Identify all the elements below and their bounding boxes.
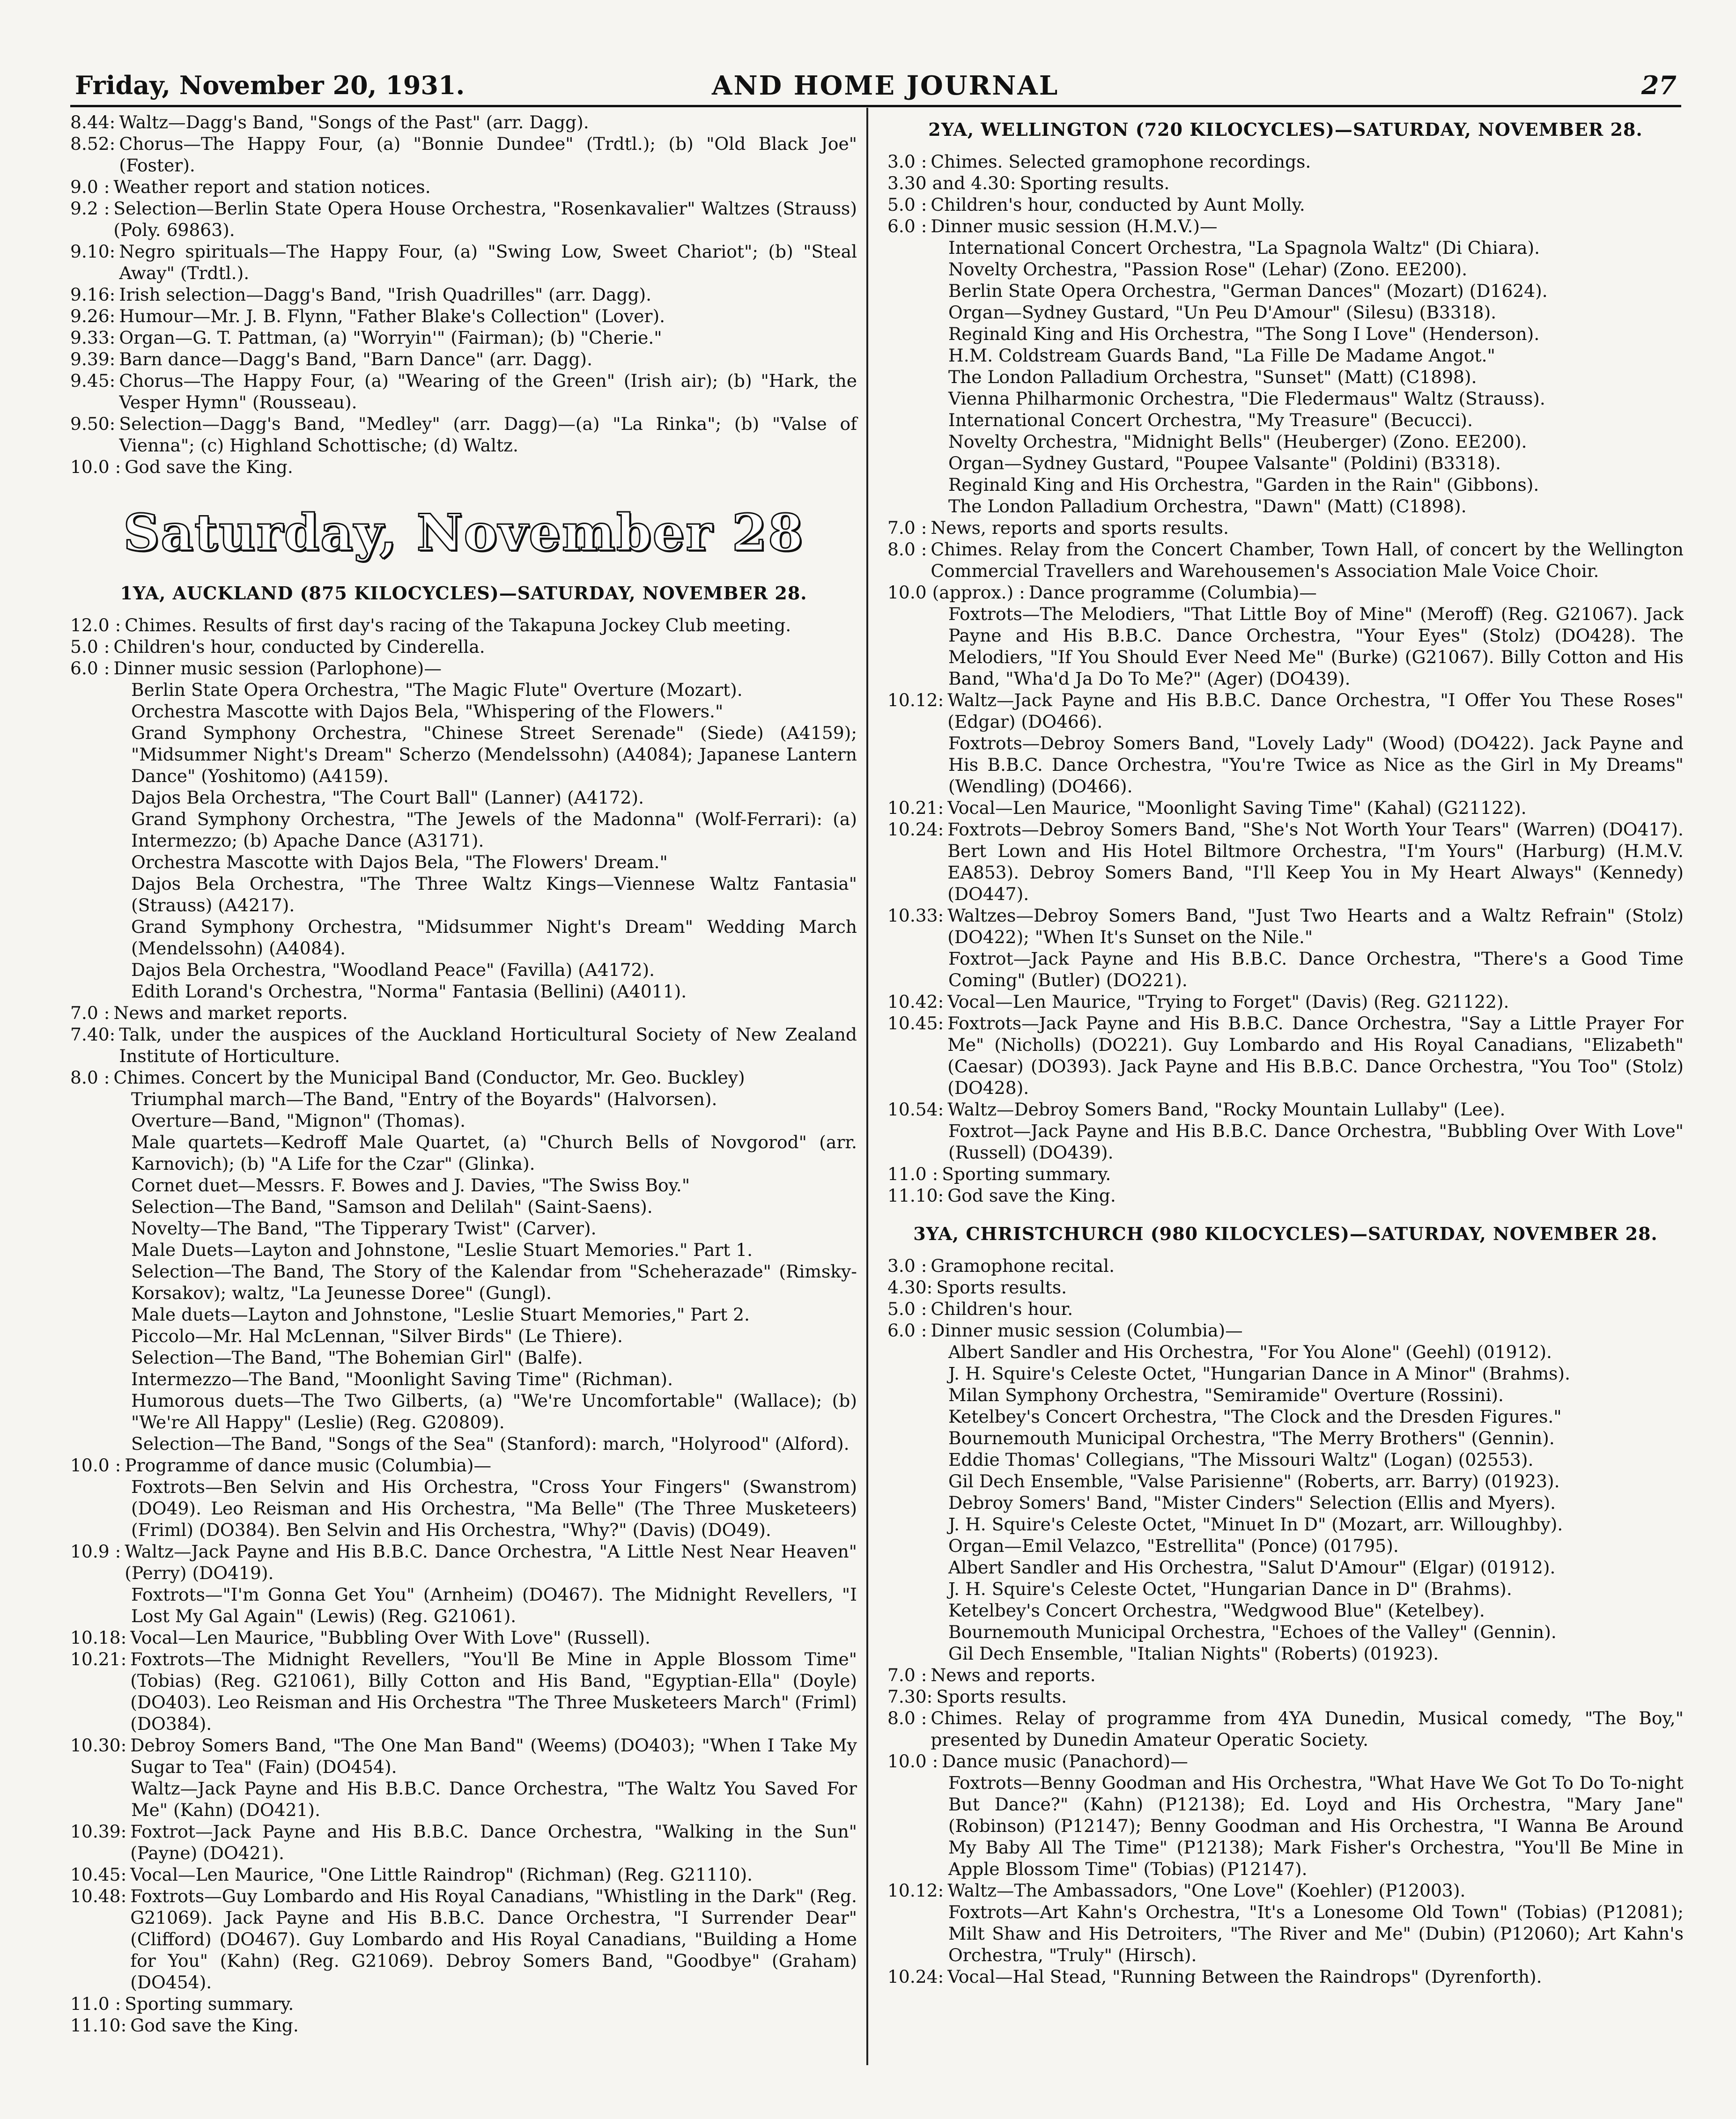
wellington-entries-b	[887, 517, 1684, 603]
entry-text: News and market reports.	[113, 1003, 348, 1023]
programme-item: Dajos Bela Orchestra, "The Three Waltz Kings—Viennese Waltz Fantasia" (Strauss) (A4217).	[131, 873, 857, 916]
entry-time: 10.33:	[887, 905, 944, 926]
programme-item: Grand Symphony Orchestra, "Chinese Street Serenade" (Siede) (A4159); "Midsummer Night's Dream" Scherzo (Mendelssohn) (A4084); Japanese Lantern Dance" (Yoshitomo) (A4159).	[131, 723, 857, 786]
entry-text: Talk, under the auspices of the Auckland Horticultural Society of New Zealand Institute of Horticulture.	[119, 1024, 857, 1066]
programme-entry	[70, 1735, 857, 1778]
entry-text: Vocal—Len Maurice, "Moonlight Saving Time" (Kahal) (G21122).	[947, 797, 1527, 818]
journal-title: AND HOME JOURNAL	[712, 70, 1059, 101]
entry-time: 10.9 :	[70, 1541, 121, 1562]
programme-entry	[70, 176, 857, 198]
entry-time: 7.0 :	[887, 517, 927, 538]
programme-entry	[887, 215, 1684, 237]
entry-text: Dinner music session (H.M.V.)—	[931, 216, 1218, 236]
entry-time: 5.0 :	[887, 1299, 927, 1319]
entry-text: Organ—G. T. Pattman, (a) "Worryin'" (Fairman); (b) "Cherie."	[119, 327, 662, 348]
programme-item: Vienna Philharmonic Orchestra, "Die Fledermaus" Waltz (Strauss).	[948, 388, 1545, 409]
entry-time: 10.12:	[887, 690, 944, 710]
entry-time: 6.0 :	[70, 658, 110, 679]
auckland-1009-sub: Foxtrots—"I'm Gonna Get You" (Arnheim) (DO467). The Midnight Revellers, "I Lost My Gal Again" (Lewis) (Reg. G21061).	[131, 1584, 857, 1626]
entry-time: 9.45:	[70, 370, 116, 391]
programme-entry	[887, 1185, 1684, 1206]
page-number: 27	[1641, 70, 1677, 100]
entry-text: Selection—Dagg's Band, "Medley" (arr. Dagg)—(a) "La Rinka"; (b) "Valse of Vienna"; (c) Highland Schottische; (d) Waltz.	[119, 413, 857, 456]
entry-time: 3.30 and 4.30:	[887, 173, 1016, 193]
programme-entry	[70, 111, 857, 133]
programme-item: Grand Symphony Orchestra, "The Jewels of the Madonna" (Wolf-Ferrari): (a) Intermezzo; (b) Apache Dance (A3171).	[131, 809, 857, 851]
programme-item: H.M. Coldstream Guards Band, "La Fille De Madame Angot."	[948, 345, 1495, 366]
programme-item: The London Palladium Orchestra, "Sunset" (Matt) (C1898).	[948, 367, 1477, 387]
entry-text: Programme of dance music (Columbia)—	[125, 1455, 492, 1476]
entry-text: Dinner music session (Parlophone)—	[113, 658, 442, 679]
entry-time: 11.10:	[887, 1185, 944, 1206]
programme-item: Novelty Orchestra, "Passion Rose" (Lehar) (Zono. EE200).	[948, 259, 1468, 280]
wellington-dinner-items	[887, 237, 1684, 517]
programme-item: Novelty Orchestra, "Midnight Bells" (Heuberger) (Zono. EE200).	[948, 431, 1527, 452]
programme-entry	[887, 1664, 1684, 1686]
auckland-late-a	[70, 1627, 857, 1778]
programme-entry	[887, 539, 1684, 582]
entry-time: 5.0 :	[887, 194, 927, 215]
christchurch-entries-b	[887, 1664, 1684, 1772]
christchurch-1012	[887, 1880, 1684, 1901]
programme-item: Grand Symphony Orchestra, "Midsummer Night's Dream" Wedding March (Mendelssohn) (A4084).	[131, 916, 857, 959]
programme-entry	[887, 905, 1684, 948]
programme-item: Dajos Bela Orchestra, "The Court Ball" (Lanner) (A4172).	[131, 787, 644, 808]
programme-entry	[70, 614, 857, 636]
entry-time: 10.12:	[887, 1880, 944, 1901]
programme-item: Berlin State Opera Orchestra, "German Dances" (Mozart) (D1624).	[948, 281, 1548, 301]
entry-time: 3.0 :	[887, 1255, 927, 1276]
wellington-1033-sub: Foxtrot—Jack Payne and His B.B.C. Dance Orchestra, "There's a Good Time Coming" (Butler) (DO221).	[948, 948, 1684, 990]
programme-entry	[887, 819, 1684, 905]
programme-item: Ketelbey's Concert Orchestra, "Wedgwood Blue" (Ketelbey).	[948, 1600, 1485, 1621]
programme-item: The London Palladium Orchestra, "Dawn" (Matt) (C1898).	[948, 496, 1467, 517]
entry-time: 7.30:	[887, 1686, 933, 1707]
programme-item: Gil Dech Ensemble, "Valse Parisienne" (Roberts, arr. Barry) (01923).	[948, 1471, 1560, 1491]
entry-time: 8.52:	[70, 133, 116, 154]
entry-time: 11.10:	[70, 2015, 127, 2036]
header-rule	[70, 105, 1681, 107]
issue-date: Friday, November 20, 1931.	[75, 70, 465, 100]
entry-text: God save the King.	[130, 2015, 299, 2036]
programme-entry	[70, 348, 857, 370]
entry-time: 8.44:	[70, 112, 116, 133]
programme-item: J. H. Squire's Celeste Octet, "Hungarian Dance in D" (Brahms).	[948, 1579, 1512, 1599]
programme-entry	[70, 284, 857, 305]
programme-entry	[70, 1541, 857, 1584]
entry-time: 7.0 :	[887, 1665, 927, 1685]
entry-text: God save the King.	[125, 457, 293, 477]
programme-item: Reginald King and His Orchestra, "Garden in the Rain" (Gibbons).	[948, 474, 1539, 495]
programme-entry	[70, 1864, 857, 1885]
programme-item: Organ—Sydney Gustard, "Un Peu D'Amour" (Silesu) (B3318).	[948, 302, 1497, 323]
wellington-entries-a	[887, 151, 1684, 237]
entry-time: 10.30:	[70, 1735, 127, 1756]
programme-entry	[70, 1067, 857, 1088]
entry-time: 6.0 :	[887, 1320, 927, 1341]
programme-item: Overture—Band, "Mignon" (Thomas).	[131, 1110, 466, 1131]
programme-entry	[887, 1298, 1684, 1320]
entry-time: 9.39:	[70, 349, 116, 369]
entry-text: Children's hour, conducted by Cinderella.	[113, 636, 485, 657]
entry-text: Dinner music session (Columbia)—	[931, 1320, 1243, 1341]
programme-item: Reginald King and His Orchestra, "The Song I Love" (Henderson).	[948, 324, 1540, 344]
wellington-entries-d	[887, 991, 1684, 1120]
entry-text: Selection—Berlin State Opera House Orchestra, "Rosenkavalier" Waltzes (Strauss) (Poly. 69863).	[113, 198, 857, 240]
auckland-1009	[70, 1541, 857, 1584]
entry-text: Vocal—Len Maurice, "Trying to Forget" (Davis) (Reg. G21122).	[947, 991, 1509, 1012]
entry-text: Sports results.	[936, 1277, 1067, 1298]
programme-item: Debroy Somers' Band, "Mister Cinders" Selection (Ellis and Myers).	[948, 1492, 1556, 1513]
auckland-entries-a	[70, 614, 857, 679]
entry-text: Chorus—The Happy Four, (a) "Wearing of the Green" (Irish air); (b) "Hark, the Vesper Hymn" (Rousseau).	[119, 370, 857, 413]
entry-text: Waltz—Debroy Somers Band, "Rocky Mountain Lullaby" (Lee).	[947, 1099, 1506, 1120]
entry-text: Vocal—Len Maurice, "One Little Raindrop" (Richman) (Reg. G21110).	[130, 1864, 753, 1885]
entry-time: 10.0 :	[70, 1455, 121, 1476]
programme-entry	[70, 1627, 857, 1648]
entry-time: 9.10:	[70, 241, 116, 262]
programme-entry	[887, 1707, 1684, 1750]
entry-time: 10.0 :	[887, 1751, 938, 1772]
programme-entry	[70, 198, 857, 241]
entry-text: Foxtrot—Jack Payne and His B.B.C. Dance Orchestra, "Walking in the Sun" (Payne) (DO421).	[130, 1821, 857, 1863]
programme-item: Selection—The Band, "The Bohemian Girl" (Balfe).	[131, 1347, 583, 1368]
entry-time: 9.26:	[70, 306, 116, 326]
programme-entry	[70, 636, 857, 657]
programme-item: Triumphal march—The Band, "Entry of the Boyards" (Halvorsen).	[131, 1089, 717, 1109]
entry-time: 9.33:	[70, 327, 116, 348]
programme-item: Milan Symphony Orchestra, "Semiramide" Overture (Rossini).	[948, 1385, 1504, 1405]
programme-entry	[70, 1002, 857, 1024]
page-header	[75, 70, 1677, 108]
programme-entry	[70, 241, 857, 284]
entry-text: Foxtrots—Jack Payne and His B.B.C. Dance Orchestra, "Say a Little Prayer For Me" (Nicholls) (DO221). Guy Lombardo and His Royal Canadians, "Elizabeth" (Caesar) (DO393). Jack Payne and His B.B.C. Dance Orchestra, "You Too" (Stolz) (DO428).	[947, 1013, 1684, 1098]
entry-text: Negro spirituals—The Happy Four, (a) "Swing Low, Sweet Chariot"; (b) "Steal Away" (Trdtl.).	[119, 241, 857, 283]
station-heading-2ya: 2YA, WELLINGTON (720 KILOCYCLES)—SATURDAY, NOVEMBER 28.	[928, 119, 1643, 140]
entry-text: Dance music (Panachord)—	[942, 1751, 1188, 1772]
programme-entry	[887, 1880, 1684, 1901]
previous-programme	[70, 111, 857, 478]
entry-time: 10.24:	[887, 819, 944, 840]
entry-time: 4.30:	[887, 1277, 933, 1298]
programme-entry	[70, 305, 857, 327]
entry-time: 12.0 :	[70, 615, 121, 635]
entry-time: 9.2 :	[70, 198, 110, 219]
programme-item: Male duets—Layton and Johnstone, "Leslie Stuart Memories," Part 2.	[131, 1304, 750, 1325]
entry-text: Sporting summary.	[942, 1164, 1111, 1184]
programme-item: J. H. Squire's Celeste Octet, "Hungarian Dance in A Minor" (Brahms).	[948, 1363, 1571, 1384]
programme-entry	[70, 370, 857, 413]
entry-time: 10.45:	[70, 1864, 127, 1885]
entry-text: Vocal—Hal Stead, "Running Between the Raindrops" (Dyrenforth).	[947, 1966, 1542, 1987]
day-heading: Saturday, November 28	[123, 503, 804, 562]
programme-item: Edith Lorand's Orchestra, "Norma" Fantasia (Bellini) (A4011).	[131, 981, 687, 1002]
programme-entry	[887, 991, 1684, 1012]
programme-item: International Concert Orchestra, "La Spagnola Waltz" (Di Chiara).	[948, 237, 1540, 258]
programme-item: Organ—Emil Velazco, "Estrellita" (Ponce) (01795).	[948, 1536, 1399, 1556]
entry-text: Chimes. Relay of programme from 4YA Dunedin, Musical comedy, "The Boy," presented by Dunedin Amateur Operatic Society.	[931, 1708, 1684, 1750]
left-column	[70, 111, 857, 2036]
entry-time: 10.39:	[70, 1821, 127, 1842]
entry-time: 3.0 :	[887, 151, 927, 172]
entry-time: 11.0 :	[70, 1993, 121, 2014]
auckland-late-b	[70, 1821, 857, 2036]
entry-time: 9.50:	[70, 413, 116, 434]
programme-item: Berlin State Opera Orchestra, "The Magic Flute" Overture (Mozart).	[131, 679, 743, 700]
entry-text: Chimes. Relay from the Concert Chamber, Town Hall, of concert by the Wellington Commercial Travellers and Warehousemen's Association Male Voice Choir.	[931, 539, 1684, 581]
auckland-dinner-items	[70, 679, 857, 1002]
programme-entry	[887, 1966, 1684, 1987]
entry-time: 10.0 (approx.) :	[887, 582, 1025, 603]
entry-time: 10.0 :	[70, 457, 121, 477]
programme-entry	[887, 689, 1684, 732]
programme-entry	[70, 1993, 857, 2015]
entry-text: Chorus—The Happy Four, (a) "Bonnie Dundee" (Trdtl.); (b) "Old Black Joe" (Foster).	[119, 133, 857, 176]
entry-time: 9.16:	[70, 284, 116, 305]
christchurch-1024	[887, 1966, 1684, 1987]
programme-item: Albert Sandler and His Orchestra, "Salut D'Amour" (Elgar) (01912).	[948, 1557, 1556, 1578]
entry-time: 10.54:	[887, 1099, 944, 1120]
wellington-dance-sub: Foxtrots—The Melodiers, "That Little Boy of Mine" (Meroff) (Reg. G21067). Jack Payne and His B.B.C. Dance Orchestra, "Your Eyes" (Stolz) (DO428). The Melodiers, "If You Should Ever Need Me" (Burke) (G21067). Billy Cotton and His Band, "Wha'd Ja Do To Me?" (Ager) (DO439).	[948, 604, 1684, 689]
entry-time: 10.21:	[70, 1649, 127, 1669]
entry-time: 10.24:	[887, 1966, 944, 1987]
entry-time: 10.45:	[887, 1013, 944, 1034]
wellington-entries-e	[887, 1163, 1684, 1206]
programme-entry	[70, 133, 857, 176]
station-heading-3ya: 3YA, CHRISTCHURCH (980 KILOCYCLES)—SATURDAY, NOVEMBER 28.	[913, 1223, 1658, 1244]
programme-entry	[70, 657, 857, 679]
auckland-entries-b	[70, 1002, 857, 1088]
wellington-1012	[887, 689, 1684, 732]
entry-text: Children's hour, conducted by Aunt Molly.	[931, 194, 1305, 215]
entry-text: Chimes. Results of first day's racing of the Takapuna Jockey Club meeting.	[125, 615, 791, 635]
programme-entry	[887, 1320, 1684, 1341]
entry-time: 9.0 :	[70, 177, 110, 197]
entry-time: 8.0 :	[887, 1708, 927, 1728]
programme-entry	[887, 582, 1684, 603]
programme-item: Bournemouth Municipal Orchestra, "The Merry Brothers" (Gennin).	[948, 1428, 1555, 1448]
entry-time: 11.0 :	[887, 1164, 938, 1184]
entry-text: Dance programme (Columbia)—	[1028, 582, 1317, 603]
programme-item: J. H. Squire's Celeste Octet, "Minuet In D" (Mozart, arr. Willoughby).	[948, 1514, 1563, 1535]
programme-entry	[70, 2015, 857, 2036]
programme-item: Dajos Bela Orchestra, "Woodland Peace" (Favilla) (A4172).	[131, 960, 655, 980]
christchurch-dinner-items	[887, 1341, 1684, 1664]
entry-text: Sporting results.	[1019, 173, 1170, 193]
programme-item: Orchestra Mascotte with Dajos Bela, "The Flowers' Dream."	[131, 852, 668, 872]
entry-time: 6.0 :	[887, 216, 927, 236]
christchurch-1012-sub: Foxtrots—Art Kahn's Orchestra, "It's a Lonesome Old Town" (Tobias) (P12081); Milt Shaw and His Detroiters, "The River and Me" (Dubin) (P12060); Art Kahn's Orchestra, "Truly" (Hirsch).	[948, 1902, 1684, 1965]
entry-text: Chimes. Selected gramophone recordings.	[931, 151, 1311, 172]
entry-text: Waltz—Dagg's Band, "Songs of the Past" (arr. Dagg).	[119, 112, 589, 133]
programme-item: Selection—The Band, "Songs of the Sea" (Stanford): march, "Holyrood" (Alford).	[131, 1433, 850, 1454]
programme-entry	[887, 1750, 1684, 1772]
programme-entry	[70, 413, 857, 456]
programme-entry	[887, 1099, 1684, 1120]
programme-entry	[887, 1012, 1684, 1099]
programme-entry	[70, 1885, 857, 1993]
programme-item: Male quartets—Kedroff Male Quartet, (a) "Church Bells of Novgorod" (arr. Karnovich); (b) "A Life for the Czar" (Glinka).	[131, 1132, 857, 1174]
entry-time: 10.42:	[887, 991, 944, 1012]
christchurch-entries-a	[887, 1255, 1684, 1341]
entry-text: Children's hour.	[931, 1299, 1073, 1319]
auckland-concert-items	[70, 1088, 857, 1455]
entry-time: 10.18:	[70, 1627, 127, 1648]
programme-entry	[70, 1821, 857, 1864]
entry-text: Waltzes—Debroy Somers Band, "Just Two Hearts and a Waltz Refrain" (Stolz) (DO422); "When It's Sunset on the Nile."	[947, 905, 1684, 947]
programme-item: Bournemouth Municipal Orchestra, "Echoes of the Valley" (Gennin).	[948, 1622, 1557, 1642]
programme-item: Eddie Thomas' Collegians, "The Missouri Waltz" (Logan) (02553).	[948, 1449, 1534, 1470]
programme-entry	[887, 151, 1684, 172]
entry-text: Barn dance—Dagg's Band, "Barn Dance" (arr. Dagg).	[119, 349, 593, 369]
programme-entry	[70, 327, 857, 348]
entry-text: Debroy Somers Band, "The One Man Band" (Weems) (DO403); "When I Take My Sugar to Tea" (Fain) (DO454).	[130, 1735, 857, 1777]
programme-item: Cornet duet—Messrs. F. Bowes and J. Davies, "The Swiss Boy."	[131, 1175, 690, 1196]
programme-item: International Concert Orchestra, "My Treasure" (Becucci).	[948, 410, 1473, 430]
entry-text: Weather report and station notices.	[113, 177, 431, 197]
programme-item: Orchestra Mascotte with Dajos Bela, "Whispering of the Flowers."	[131, 701, 724, 722]
entry-text: Foxtrots—The Midnight Revellers, "You'll Be Mine in Apple Blossom Time" (Tobias) (Reg. G21061), Billy Cotton and His Band, "Egyptian-Ella" (Doyle) (DO403). Leo Reisman and His Orchestra "The Three Musketeers March" (Friml) (DO384).	[130, 1649, 857, 1734]
programme-item: Intermezzo—The Band, "Moonlight Saving Time" (Richman).	[131, 1369, 673, 1389]
entry-time: 8.0 :	[887, 539, 927, 560]
entry-text: Waltz—Jack Payne and His B.B.C. Dance Orchestra, "A Little Nest Near Heaven" (Perry) (DO419).	[125, 1541, 857, 1583]
auckland-dance-sub: Foxtrots—Ben Selvin and His Orchestra, "Cross Your Fingers" (Swanstrom) (DO49). Leo Reisman and His Orchestra, "Ma Belle" (The Three Musketeers) (Friml) (DO384). Ben Selvin and His Orchestra, "Why?" (Davis) (DO49).	[131, 1477, 857, 1540]
programme-entry	[887, 194, 1684, 215]
programme-item: Gil Dech Ensemble, "Italian Nights" (Roberts) (01923).	[948, 1643, 1439, 1664]
entry-text: Humour—Mr. J. B. Flynn, "Father Blake's Collection" (Lover).	[119, 306, 665, 326]
programme-item: Organ—Sydney Gustard, "Poupee Valsante" (Poldini) (B3318).	[948, 453, 1501, 473]
entry-text: News, reports and sports results.	[931, 517, 1229, 538]
entry-time: 7.40:	[70, 1024, 116, 1045]
wellington-1054-sub: Foxtrot—Jack Payne and His B.B.C. Dance Orchestra, "Bubbling Over With Love" (Russell) (DO439).	[948, 1121, 1684, 1163]
programme-item: Selection—The Band, The Story of the Kalendar from "Scheherazade" (Rimsky-Korsakov); waltz, "La Jeunesse Doree" (Gungl).	[131, 1261, 857, 1303]
entry-text: News and reports.	[931, 1665, 1096, 1685]
programme-entry	[70, 456, 857, 478]
entry-time: 5.0 :	[70, 636, 110, 657]
entry-text: Foxtrots—Guy Lombardo and His Royal Canadians, "Whistling in the Dark" (Reg. G21069). Jack Payne and His B.B.C. Dance Orchestra, "I Surrender Dear" (Clifford) (DO467). Guy Lombardo and His Royal Canadians, "Building a Home for You" (Kahn) (Reg. G21069). Debroy Somers Band, "Goodbye" (Graham) (DO454).	[130, 1886, 857, 1993]
auckland-dance-head	[70, 1455, 857, 1476]
programme-entry	[887, 1163, 1684, 1185]
programme-entry	[887, 797, 1684, 819]
programme-entry	[887, 517, 1684, 539]
entry-text: Waltz—The Ambassadors, "One Love" (Koehler) (P12003).	[947, 1880, 1466, 1901]
christchurch-dance-sub: Foxtrots—Benny Goodman and His Orchestra, "What Have We Got To Do To-night But Dance?" (Kahn) (P12138); Ed. Loyd and His Orchestra, "Mary Jane" (Robinson) (P12147); Benny Goodman and His Orchestra, "I Wanna Be Around My Baby All The Time" (P12138); Mark Fisher's Orchestra, "You'll Be Mine in Apple Blossom Time" (Tobias) (P12147).	[948, 1772, 1684, 1879]
entry-time: 10.48:	[70, 1886, 127, 1906]
programme-item: Albert Sandler and His Orchestra, "For You Alone" (Geehl) (01912).	[948, 1342, 1552, 1362]
programme-entry	[887, 1277, 1684, 1298]
station-heading-1ya: 1YA, AUCKLAND (875 KILOCYCLES)—SATURDAY, NOVEMBER 28.	[120, 583, 807, 604]
programme-entry	[70, 1024, 857, 1067]
entry-text: Chimes. Concert by the Municipal Band (Conductor, Mr. Geo. Buckley)	[113, 1067, 745, 1088]
right-column	[887, 111, 1684, 1987]
programme-item: Humorous duets—The Two Gilberts, (a) "We're Uncomfortable" (Wallace); (b) "We're All Happy" (Leslie) (Reg. G20809).	[131, 1390, 857, 1432]
entry-time: 7.0 :	[70, 1003, 110, 1023]
entry-time: 8.0 :	[70, 1067, 110, 1088]
wellington-entries-c	[887, 797, 1684, 948]
programme-entry	[70, 1648, 857, 1735]
entry-text: Foxtrots—Debroy Somers Band, "She's Not Worth Your Tears" (Warren) (DO417). Bert Lown and His Hotel Biltmore Orchestra, "I'm Yours" (Harburg) (H.M.V. EA853). Debroy Somers Band, "I'll Keep You in My Heart Always" (Kennedy) (DO447).	[947, 819, 1684, 904]
programme-entry	[887, 1255, 1684, 1277]
programme-entry	[887, 172, 1684, 194]
entry-text: Irish selection—Dagg's Band, "Irish Quadrilles" (arr. Dagg).	[119, 284, 652, 305]
auckland-1030-sub: Waltz—Jack Payne and His B.B.C. Dance Orchestra, "The Waltz You Saved For Me" (Kahn) (DO421).	[131, 1778, 857, 1820]
programme-entry	[887, 1686, 1684, 1707]
programme-item: Male Duets—Layton and Johnstone, "Leslie Stuart Memories." Part 1.	[131, 1240, 753, 1260]
column-divider	[866, 108, 868, 2065]
programme-entry	[70, 1455, 857, 1476]
programme-item: Ketelbey's Concert Orchestra, "The Clock and the Dresden Figures."	[948, 1406, 1562, 1427]
entry-text: Waltz—Jack Payne and His B.B.C. Dance Orchestra, "I Offer You These Roses" (Edgar) (DO466).	[947, 690, 1684, 732]
entry-time: 10.21:	[887, 797, 944, 818]
programme-item: Novelty—The Band, "The Tipperary Twist" (Carver).	[131, 1218, 597, 1239]
wellington-1012-sub: Foxtrots—Debroy Somers Band, "Lovely Lady" (Wood) (DO422). Jack Payne and His B.B.C. Dance Orchestra, "You're Twice as Nice as the Girl in My Dreams" (Wendling) (DO466).	[948, 733, 1684, 797]
entry-text: Vocal—Len Maurice, "Bubbling Over With Love" (Russell).	[130, 1627, 650, 1648]
programme-item: Selection—The Band, "Samson and Delilah" (Saint-Saens).	[131, 1196, 653, 1217]
entry-text: God save the King.	[947, 1185, 1116, 1206]
entry-text: Sports results.	[936, 1686, 1067, 1707]
programme-item: Piccolo—Mr. Hal McLennan, "Silver Birds" (Le Thiere).	[131, 1326, 623, 1346]
entry-text: Gramophone recital.	[931, 1255, 1115, 1276]
entry-text: Sporting summary.	[125, 1993, 294, 2014]
